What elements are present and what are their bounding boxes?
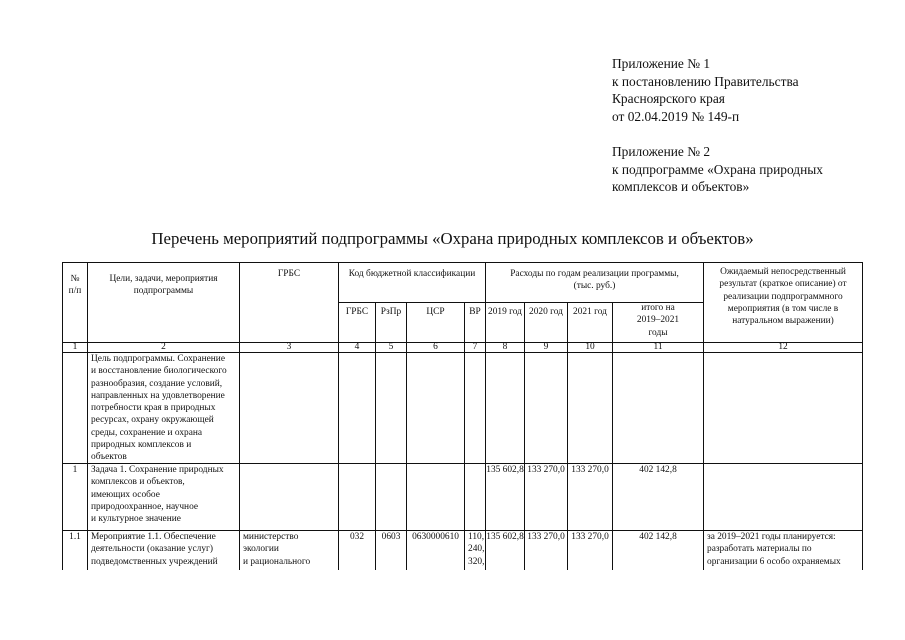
header-budget-code — [339, 268, 485, 280]
header-vr-line: ВР — [469, 307, 481, 317]
row-description-line: ресурсах, охрану окружающей — [91, 415, 214, 426]
row-grbs-code-line: 032 — [349, 532, 365, 542]
header-num-line: п/п — [68, 286, 82, 297]
column-number-line: 9 — [543, 342, 549, 352]
row-grbs-name — [240, 531, 338, 568]
header-year-2019-line: 2019 год — [488, 307, 522, 317]
header-year-2021 — [568, 306, 612, 318]
row-description-line: направленных на удовлетворение — [91, 390, 225, 401]
row-grbs-name-line: и рационального — [243, 556, 311, 567]
row-csr — [407, 531, 464, 543]
column-number — [486, 341, 524, 353]
row-description-line: подведомственных учреждений — [91, 556, 218, 567]
column-number — [339, 341, 375, 353]
row-description-line: среды, сохранение и охрана — [91, 427, 203, 438]
row-amount-2021 — [568, 531, 612, 543]
column-number-line: 2 — [161, 342, 166, 352]
row-expected-result-line: организации 6 особо охраняемых — [707, 556, 841, 567]
column-number — [376, 341, 406, 353]
row-description-line: имеющих особое — [91, 489, 160, 500]
header-year-2020-line: 2020 год — [529, 307, 563, 317]
header-expected-result-line: результат (краткое описание) от — [719, 279, 847, 290]
row-description-line: потребности края в природных — [91, 403, 216, 414]
header-rzpr — [376, 306, 406, 318]
header-grbs — [240, 268, 338, 280]
table-right-border — [862, 262, 863, 570]
column-number-line: 4 — [354, 342, 360, 352]
row-description — [88, 531, 239, 568]
row-rzpr — [376, 531, 406, 543]
row-description-line: природоохранное, научное — [91, 501, 199, 512]
row-amount-2021-line: 133 270,0 — [571, 465, 609, 475]
row-number-line: 1 — [72, 465, 78, 475]
appendix-1-block — [612, 55, 799, 125]
column-number — [613, 341, 703, 353]
header-expected-result-line: натуральном выражении) — [732, 316, 834, 327]
row-amount-2019-line: 135 602,8 — [486, 465, 524, 475]
row-grbs-code — [339, 531, 375, 543]
header-year-2021-line: 2021 год — [573, 307, 607, 317]
header-total — [613, 302, 703, 339]
header-total-line: итого на — [641, 303, 675, 313]
column-number-line: 10 — [585, 342, 595, 352]
page-title: Перечень мероприятий подпрограммы «Охрана природных комплексов и объектов» — [151, 229, 754, 248]
row-amount-total — [613, 464, 703, 476]
header-expenses-line: Расходы по годам реализации программы, — [510, 269, 679, 279]
header-goals — [88, 273, 239, 298]
row-description — [88, 353, 239, 464]
header-expenses — [486, 268, 703, 293]
row-rzpr-line: 0603 — [381, 532, 401, 542]
row-csr-line: 0630000610 — [412, 532, 459, 542]
row-amount-2019 — [486, 531, 524, 543]
column-number — [704, 341, 862, 353]
column-number — [240, 341, 338, 353]
row-description — [88, 464, 239, 525]
header-expected-result-line: Ожидаемый непосредственный — [720, 267, 846, 277]
row-amount-total — [613, 531, 703, 543]
row-grbs-name-line: министерство — [243, 532, 299, 542]
row-expected-result-line: разработать материалы по — [707, 544, 812, 555]
header-year-2020 — [525, 306, 567, 318]
appendix-2-line: Приложение № 2 — [612, 144, 711, 159]
row-description-line: объектов — [91, 452, 127, 463]
header-year-2019 — [486, 306, 524, 318]
column-number-line: 6 — [433, 342, 438, 352]
header-budget-code-line: Код бюджетной классификации — [348, 269, 476, 279]
appendix-1-line: к постановлению Правительства — [612, 73, 799, 89]
header-total-line: годы — [648, 327, 668, 338]
appendix-2-line: комплексов и объектов» — [612, 179, 750, 194]
row-amount-2021-line: 133 270,0 — [571, 532, 609, 542]
row-vr-line: 110, — [468, 532, 485, 542]
header-csr — [407, 306, 464, 318]
column-number-line: 3 — [286, 342, 292, 352]
column-number — [407, 341, 464, 353]
row-number-line: 1.1 — [69, 532, 81, 542]
appendix-2-block — [612, 143, 823, 196]
column-number-line: 11 — [653, 342, 663, 352]
column-number — [63, 341, 87, 353]
row-amount-2019-line: 135 602,8 — [486, 532, 524, 542]
row-grbs-name-line: экологии — [243, 544, 279, 555]
row-description-line: и восстановление биологического — [91, 366, 227, 377]
header-sub-grbs — [339, 306, 375, 318]
row-amount-2020-line: 133 270,0 — [527, 465, 565, 475]
header-expected-result-line: реализации подпрограммного — [723, 291, 843, 302]
header-expected-result-line: мероприятия (в том числе в — [727, 303, 839, 314]
appendix-2-line: к подпрограмме «Охрана природных — [612, 161, 823, 177]
header-grbs-line: ГРБС — [277, 269, 301, 279]
row-vr — [465, 531, 485, 568]
row-description-line: Цель подпрограммы. Сохранение — [91, 354, 225, 364]
row-description-line: Мероприятие 1.1. Обеспечение — [91, 532, 216, 542]
appendix-1-line: Приложение № 1 — [612, 56, 711, 71]
table-left-border — [62, 262, 63, 570]
header-goals-line: подпрограммы — [133, 286, 194, 297]
row-description-line: Задача 1. Сохранение природных — [91, 465, 224, 475]
row-vr-line: 320, — [468, 556, 485, 567]
table-vertical-rule — [239, 262, 240, 570]
row-amount-2020 — [525, 531, 567, 543]
header-vr — [465, 306, 485, 318]
header-expected-result — [704, 266, 862, 327]
row-expected-result-line: за 2019–2021 годы планируется: — [707, 532, 836, 542]
column-number-line: 5 — [388, 342, 394, 352]
header-csr-line: ЦСР — [426, 307, 445, 317]
header-num-line: № — [70, 274, 80, 284]
table-top-border — [62, 262, 863, 263]
column-number — [568, 341, 612, 353]
row-amount-2021 — [568, 464, 612, 476]
appendix-1-line: Красноярского края — [612, 91, 725, 106]
row-description-line: деятельности (оказание услуг) — [91, 544, 213, 555]
header-goals-line: Цели, задачи, мероприятия — [109, 274, 218, 284]
column-number — [525, 341, 567, 353]
column-number — [465, 341, 485, 353]
column-number-line: 12 — [778, 342, 788, 352]
header-expenses-line: (тыс. руб.) — [573, 281, 616, 292]
header-rzpr-line: РзПр — [380, 307, 402, 317]
column-number-line: 8 — [502, 342, 508, 352]
row-description-line: и культурное значение — [91, 514, 181, 525]
row-vr-line: 240, — [468, 544, 485, 555]
column-number — [88, 341, 239, 353]
row-number — [63, 531, 87, 543]
header-sub-grbs-line: ГРБС — [345, 307, 369, 317]
column-number-line: 7 — [472, 342, 478, 352]
row-expected-result — [704, 531, 862, 568]
row-description-line: разнообразия, создание условий, — [91, 378, 223, 389]
row-description-line: комплексов и объектов, — [91, 477, 185, 488]
row-amount-2020 — [525, 464, 567, 476]
header-num — [63, 273, 87, 298]
row-description-line: природных комплексов и — [91, 440, 192, 451]
row-amount-2020-line: 133 270,0 — [527, 532, 565, 542]
row-amount-total-line: 402 142,8 — [639, 465, 677, 475]
row-number — [63, 464, 87, 476]
row-amount-total-line: 402 142,8 — [639, 532, 677, 542]
header-total-line: 2019–2021 — [636, 315, 680, 326]
column-number-line: 1 — [72, 342, 78, 352]
row-amount-2019 — [486, 464, 524, 476]
appendix-1-line: от 02.04.2019 № 149-п — [612, 108, 740, 124]
